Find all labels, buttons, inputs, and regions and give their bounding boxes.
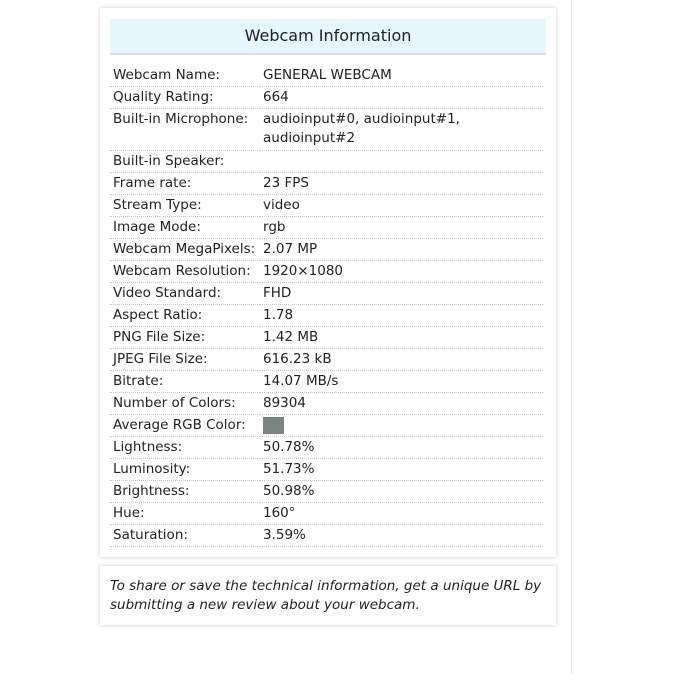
spec-value: 2.07 MP [260,239,543,261]
spec-label: Image Mode: [110,217,260,239]
spec-value: 51.73% [260,459,543,481]
spec-label: Saturation: [110,525,260,547]
webcam-info-card [100,8,556,557]
spec-value: 89304 [260,393,543,415]
spec-label: PNG File Size: [110,327,260,349]
spec-table [110,65,543,547]
spec-label: Stream Type: [110,195,260,217]
spec-row-hue [110,503,543,525]
spec-value: 14.07 MB/s [260,371,543,393]
spec-label: Built-in Speaker: [110,151,260,173]
spec-value: 1.78 [260,305,543,327]
spec-row-webcam-name [110,65,543,87]
spec-value: 50.78% [260,437,543,459]
spec-value: 160° [260,503,543,525]
spec-label: Webcam Resolution: [110,261,260,283]
spec-label: Luminosity: [110,459,260,481]
spec-row-built-in-speaker [110,151,543,173]
spec-row-image-mode [110,217,543,239]
spec-row-average-rgb-color [110,415,543,437]
spec-label: Brightness: [110,481,260,503]
spec-row-frame-rate [110,173,543,195]
spec-row-webcam-megapixels [110,239,543,261]
spec-label: Webcam Name: [110,65,260,87]
spec-row-luminosity [110,459,543,481]
spec-value: rgb [260,217,543,239]
average-color-swatch [263,417,284,434]
spec-label: Average RGB Color: [110,415,260,437]
spec-row-bitrate [110,371,543,393]
spec-row-brightness [110,481,543,503]
spec-label: Hue: [110,503,260,525]
spec-value: 23 FPS [260,173,543,195]
spec-value: 1920×1080 [260,261,543,283]
spec-label: JPEG File Size: [110,349,260,371]
spec-row-jpeg-file-size [110,349,543,371]
spec-row-webcam-resolution [110,261,543,283]
spec-label: Number of Colors: [110,393,260,415]
spec-value [260,151,543,173]
spec-value [260,415,543,437]
share-note-card [100,566,556,625]
spec-row-saturation [110,525,543,547]
spec-value: 1.42 MB [260,327,543,349]
spec-value: GENERAL WEBCAM [260,65,543,87]
spec-label: Video Standard: [110,283,260,305]
spec-label: Webcam MegaPixels: [110,239,260,261]
spec-row-png-file-size [110,327,543,349]
spec-row-lightness [110,437,543,459]
right-divider [571,0,572,674]
spec-label: Built-in Microphone: [110,109,260,151]
spec-value: audioinput#0, audioinput#1, audioinput#2 [260,109,543,151]
spec-row-built-in-microphone [110,109,543,151]
spec-label: Bitrate: [110,371,260,393]
spec-value: 50.98% [260,481,543,503]
spec-row-video-standard [110,283,543,305]
spec-value: FHD [260,283,543,305]
spec-label: Quality Rating: [110,87,260,109]
spec-label: Aspect Ratio: [110,305,260,327]
spec-label: Frame rate: [110,173,260,195]
spec-value: 616.23 kB [260,349,543,371]
spec-row-aspect-ratio [110,305,543,327]
share-note-text: To share or save the technical information, get a unique URL by submitting a new review about your webcam. [110,578,542,613]
spec-row-number-of-colors [110,393,543,415]
spec-row-stream-type [110,195,543,217]
spec-value: video [260,195,543,217]
spec-value: 3.59% [260,525,543,547]
spec-row-quality-rating [110,87,543,109]
spec-label: Lightness: [110,437,260,459]
card-title: Webcam Information [110,19,546,55]
spec-value: 664 [260,87,543,109]
